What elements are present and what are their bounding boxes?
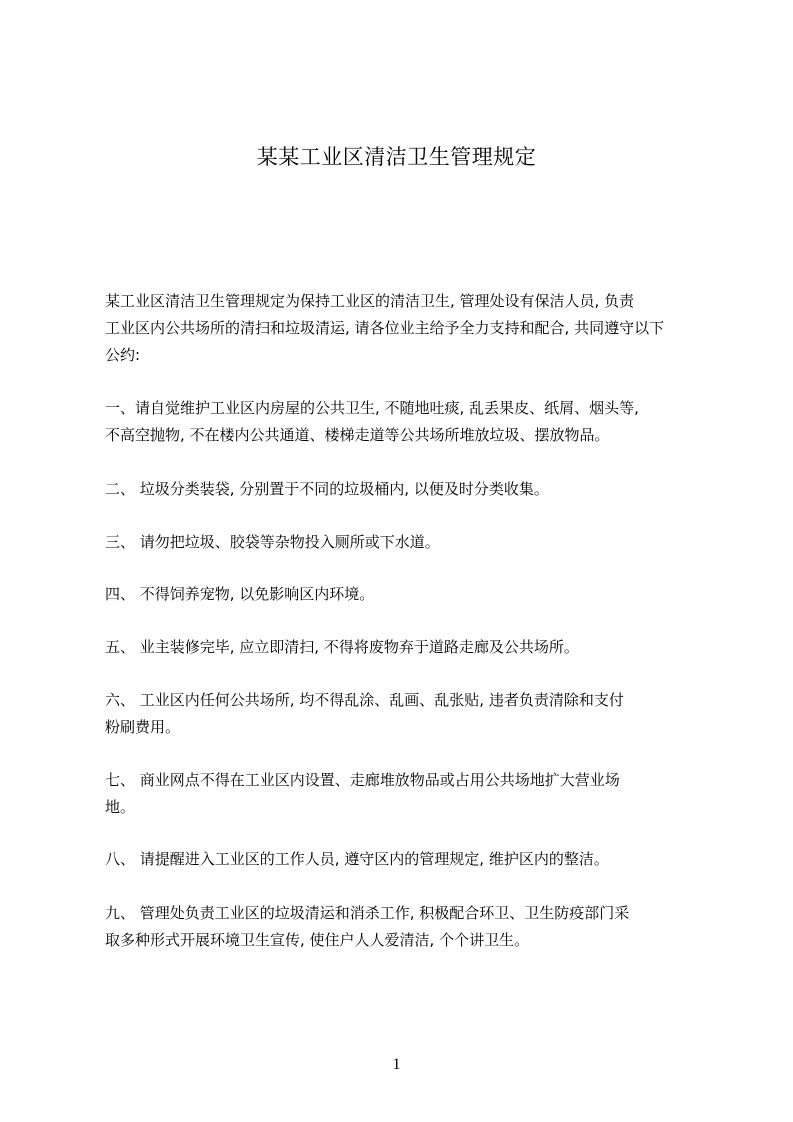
article-3	[105, 529, 705, 556]
article-line: 粉刷费用。	[105, 718, 181, 736]
article-4	[105, 581, 705, 608]
intro-paragraph	[105, 288, 705, 369]
intro-line: 工业区内公共场所的清扫和垃圾清运, 请各位业主给予全力支持和配合, 共同遵守以下	[105, 319, 665, 337]
article-6	[105, 687, 705, 741]
article-line: 三、 请勿把垃圾、胶袋等杂物投入厕所或下水道。	[105, 533, 440, 551]
document-title: 某某工业区清洁卫生管理规定	[256, 145, 537, 169]
article-9	[105, 900, 705, 954]
article-7	[105, 767, 705, 821]
article-2	[105, 476, 705, 503]
intro-line: 公约:	[105, 346, 141, 364]
article-line: 四、 不得饲养宠物, 以免影响区内环境。	[105, 585, 375, 603]
article-line: 六、 工业区内任何公共场所, 均不得乱涂、乱画、乱张贴, 违者负责清除和支付	[105, 691, 624, 709]
article-line: 五、 业主装修完毕, 应立即清扫, 不得将废物弃于道路走廊及公共场所。	[105, 638, 579, 656]
article-line: 地。	[105, 798, 136, 816]
intro-line: 某工业区清洁卫生管理规定为保持工业区的清洁卫生, 管理处设有保洁人员, 负责	[105, 292, 635, 310]
article-1	[105, 395, 705, 449]
article-line: 七、 商业网点不得在工业区内设置、走廊堆放物品或占用公共场地扩大营业场	[105, 771, 620, 789]
article-line: 不高空抛物, 不在楼内公共通道、楼梯走道等公共场所堆放垃圾、摆放物品。	[105, 426, 610, 444]
article-line: 八、 请提醒进入工业区的工作人员, 遵守区内的管理规定, 维护区内的整洁。	[105, 850, 609, 868]
article-line: 取多种形式开展环境卫生宣传, 使住户人人爱清洁, 个个讲卫生。	[105, 931, 530, 949]
page-number: 1	[392, 1056, 401, 1073]
article-line: 一、请自觉维护工业区内房屋的公共卫生, 不随地吐痰, 乱丢果皮、纸屑、烟头等,	[105, 399, 639, 417]
article-line: 二、 垃圾分类装袋, 分别置于不同的垃圾桶内, 以便及时分类收集。	[105, 480, 549, 498]
article-8	[105, 846, 705, 873]
article-5	[105, 634, 705, 661]
article-line: 九、 管理处负责工业区的垃圾清运和消杀工作, 积极配合环卫、卫生防疫部门采	[105, 904, 630, 922]
